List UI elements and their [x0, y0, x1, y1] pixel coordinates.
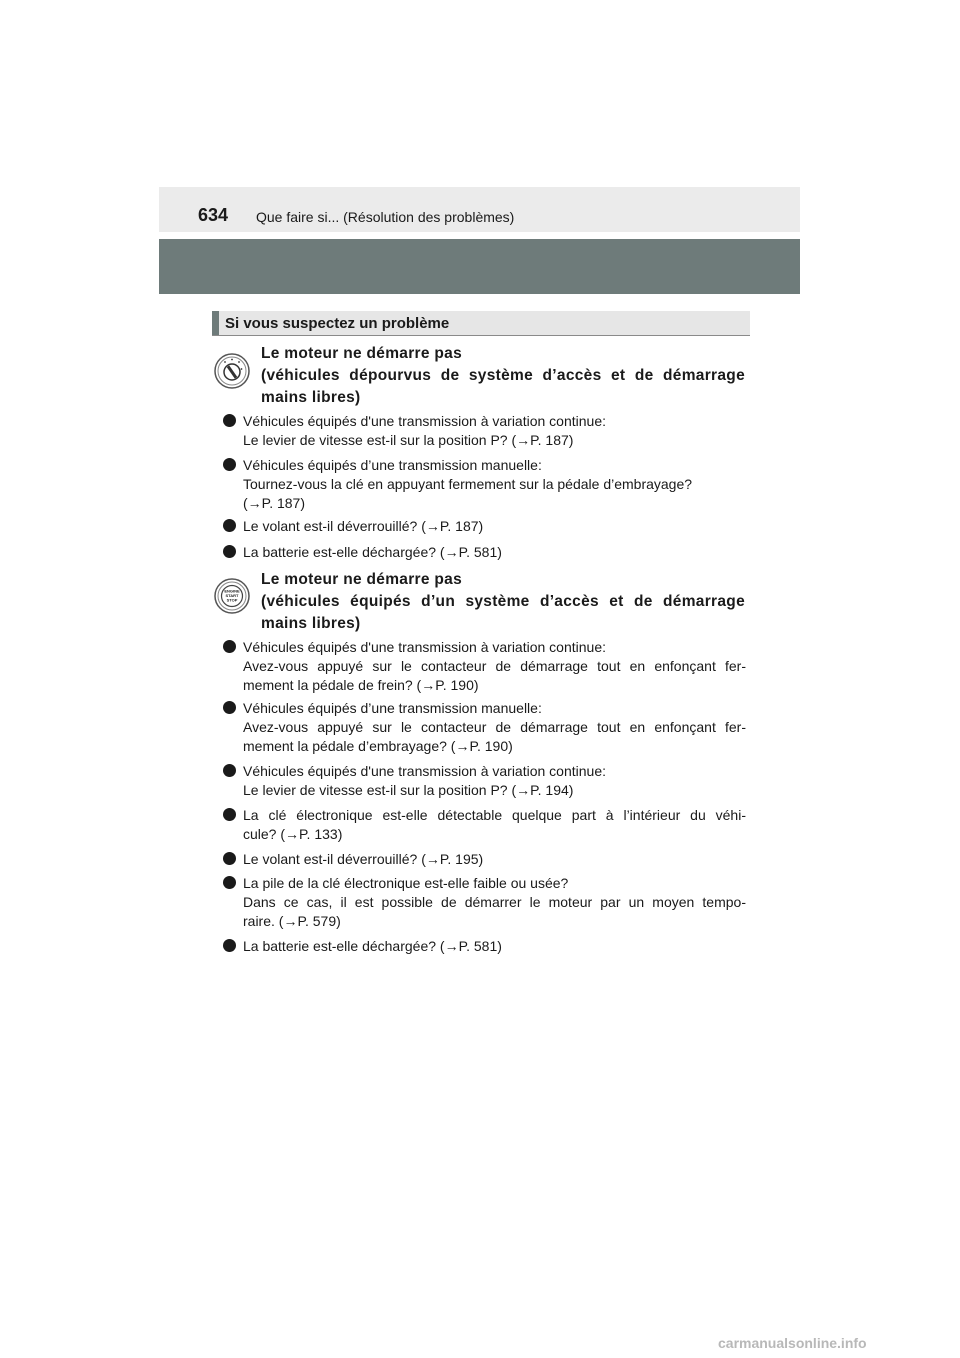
bullet-dot [223, 808, 236, 821]
list-item-line: Véhicules équipés d'une transmission à variation continue: [243, 639, 607, 655]
list-item [223, 699, 746, 756]
icon-label: START [225, 593, 239, 598]
list-item-line: Véhicules équipés d’une transmission manuelle: [243, 457, 542, 473]
block1-title-line: (véhicules dépourvus de système d’accès et de démarrage [261, 367, 745, 384]
bullet-dot [223, 545, 236, 558]
list-item-line: Véhicules équipés d’une transmission manuelle: [243, 700, 542, 716]
bullet-dot [223, 852, 236, 865]
bullet-dot [223, 701, 236, 714]
list-item [223, 412, 746, 450]
list-item-line: La pile de la clé électronique est-elle faible ou usée? [243, 875, 569, 891]
running-title: Que faire si... (Résolution des problèmes) [256, 209, 515, 225]
bullet-dot [223, 876, 236, 889]
icon-label: STOP [226, 597, 238, 603]
list-item [223, 850, 746, 869]
list-item [223, 456, 746, 513]
block2-title-line: Le moteur ne démarre pas [261, 571, 463, 588]
list-item-line: Véhicules équipés d'une transmission à variation continue: [243, 413, 607, 429]
list-item-line: Véhicules équipés d'une transmission à variation continue: [243, 763, 607, 779]
list-item [223, 638, 746, 695]
list-item-line: Le volant est-il déverrouillé? (→P. 187) [243, 518, 484, 534]
section-heading-label: Si vous suspectez un problème [225, 315, 450, 332]
list-item-line: mement la pédale de frein? (→P. 190) [243, 677, 479, 693]
engine-start-stop-button-icon [214, 578, 250, 614]
bullet-dot [223, 764, 236, 777]
list-item-line: La batterie est-elle déchargée? (→P. 581) [243, 544, 502, 560]
list-item-line: Le volant est-il déverrouillé? (→P. 195) [243, 851, 484, 867]
list-item-line: raire. (→P. 579) [243, 913, 341, 929]
list-item [223, 762, 746, 800]
block2-title-line: mains libres) [261, 615, 361, 632]
list-item-line: Avez-vous appuyé sur le contacteur de démarrage tout en enfonçant fer- [243, 719, 746, 735]
bullet-dot [223, 458, 236, 471]
page-number: 634 [198, 205, 229, 225]
list-item [223, 874, 746, 931]
bullet-dot [223, 519, 236, 532]
list-item-line: Avez-vous appuyé sur le contacteur de démarrage tout en enfonçant fer- [243, 658, 746, 674]
list-item-line: cule? (→P. 133) [243, 826, 343, 842]
section-heading-bar [212, 311, 219, 335]
chapter-band [159, 239, 800, 294]
list-item [223, 543, 746, 562]
list-item [223, 806, 746, 844]
block2-title-line: (véhicules équipés d’un système d’accès et de démarrage [261, 593, 745, 610]
ignition-key-switch-icon [214, 353, 250, 389]
list-item-line: Le levier de vitesse est-il sur la position P? (→P. 187) [243, 432, 574, 448]
list-item-line: Tournez-vous la clé en appuyant fermement sur la pédale d’embrayage? [243, 476, 693, 492]
list-item [223, 517, 746, 536]
list-item-line: La clé électronique est-elle détectable quelque part à l’intérieur du véhi- [243, 807, 746, 823]
watermark: carmanualsonline.info [718, 1335, 867, 1351]
list-item-line: Le levier de vitesse est-il sur la position P? (→P. 194) [243, 782, 574, 798]
list-item-line: Dans ce cas, il est possible de démarrer le moteur par un moyen tempo- [243, 894, 746, 910]
list-item-line: La batterie est-elle déchargée? (→P. 581) [243, 938, 502, 954]
block1-title [261, 343, 745, 409]
bullet-dot [223, 939, 236, 952]
list-item-line: (→P. 187) [243, 495, 305, 511]
bullet-dot [223, 640, 236, 653]
list-item [223, 937, 746, 956]
section-heading [212, 311, 750, 336]
icon-label: ENGINE [224, 588, 240, 594]
list-item-line: mement la pédale d’embrayage? (→P. 190) [243, 738, 513, 754]
block1-title-line: mains libres) [261, 389, 361, 406]
bullet-dot [223, 414, 236, 427]
block2-title [261, 569, 745, 635]
block1-title-line: Le moteur ne démarre pas [261, 345, 463, 362]
